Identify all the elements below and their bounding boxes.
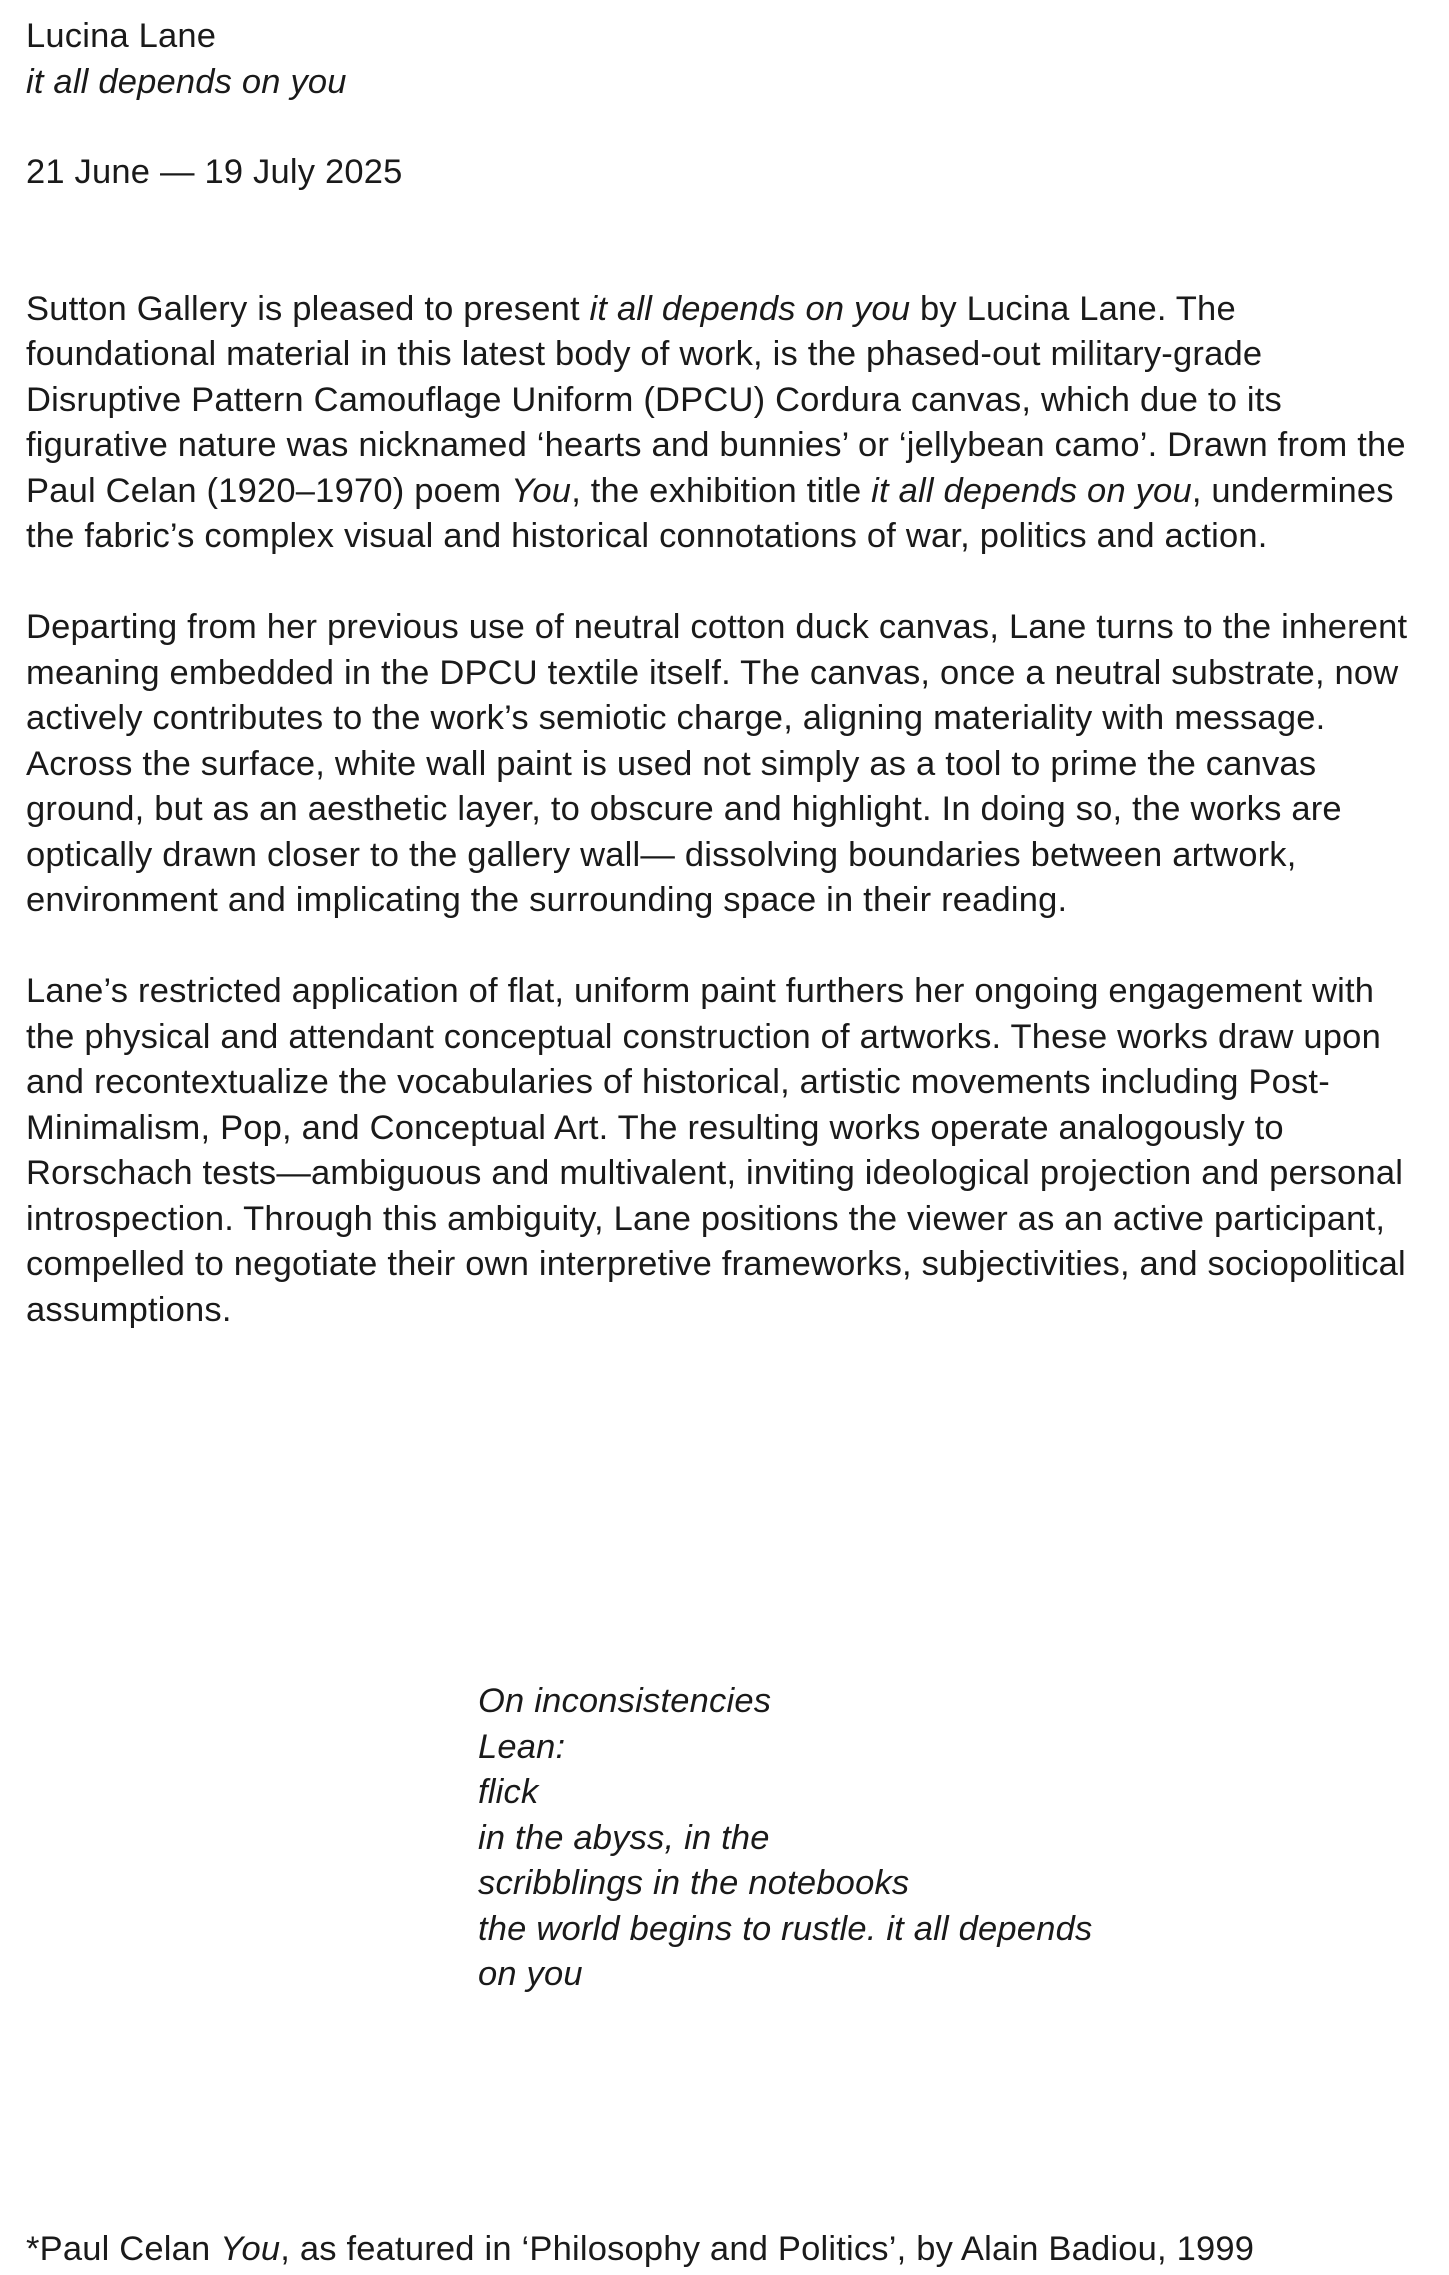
exhibition-title-ref: it all depends on you (589, 289, 911, 328)
footnote-text: , as featured in ‘Philosophy and Politics’, by Alain Badiou, 1999 (280, 2230, 1255, 2268)
exhibition-dates: 21 June — 19 July 2025 (26, 153, 403, 191)
exhibition-title-ref: it all depends on you (871, 471, 1192, 510)
artist-name: Lucina Lane (26, 17, 217, 55)
exhibition-essay (26, 287, 1426, 1334)
poem-line: Lean: (478, 1727, 566, 1766)
essay-text: Sutton Gallery is pleased to present (26, 289, 590, 328)
exhibition-title: it all depends on you (26, 62, 347, 101)
essay-text: , the exhibition title (571, 471, 872, 510)
poem-line: the world begins to rustle. it all depends (478, 1909, 1093, 1948)
essay-paragraph-3: Lane’s restricted application of flat, uniform paint furthers her ongoing engagement with the physical and attendant conceptual construction of artworks. These works draw upon and recontextualize the vocabularies of historical, artistic movements including Post-Minimalism, Pop, and Conceptual Art. The resulting works operate analogously to Rorschach tests—ambiguous and multivalent, inviting ideological projection and personal introspection. Through this ambiguity, Lane positions the viewer as an active participant, compelled to negotiate their own interpretive frameworks, subjectivities, and sociopolitical assumptions. (26, 972, 1406, 1329)
footnote (26, 2227, 1254, 2273)
essay-paragraph-2: Departing from her previous use of neutral cotton duck canvas, Lane turns to the inherent meaning embedded in the DPCU textile itself. The canvas, once a neutral substrate, now actively contributes to the work’s semiotic charge, aligning materiality with message. Across the surface, white wall paint is used not simply as a tool to prime the canvas ground, but as an aesthetic layer, to obscure and highlight. In doing so, the works are optically drawn closer to the gallery wall— dissolving boundaries between artwork, environment and implicating the surrounding space in their reading. (26, 608, 1408, 919)
poem-line: scribblings in the notebooks (478, 1864, 910, 1902)
footnote-poem-title: You (220, 2230, 281, 2268)
poem-line: on you (478, 1955, 583, 1993)
document-page (26, 14, 1436, 1379)
poem-line: in the abyss, in the (478, 1818, 770, 1857)
essay-paragraph-1 (26, 287, 1426, 560)
poem-excerpt (478, 1679, 1092, 1998)
essay-text: , undermines the fabric’s complex visual and historical connotations of war, politics and action. (26, 471, 1394, 555)
poem-title-ref: You (511, 471, 572, 510)
essay-text: by Lucina Lane. The foundational material in this latest body of work, is the phased-out military-grade Disruptive Pattern Camouflage Uniform (DPCU) Cordura canvas, which due to its figurative nature was nicknamed ‘hearts and bunnies’ or ‘jellybean camo’. Drawn from the Paul Celan (1920–1970) poem (26, 289, 1406, 510)
poem-line: flick (478, 1773, 539, 1811)
footnote-text: *Paul Celan (26, 2230, 221, 2268)
poem-line: On inconsistencies (478, 1682, 772, 1720)
